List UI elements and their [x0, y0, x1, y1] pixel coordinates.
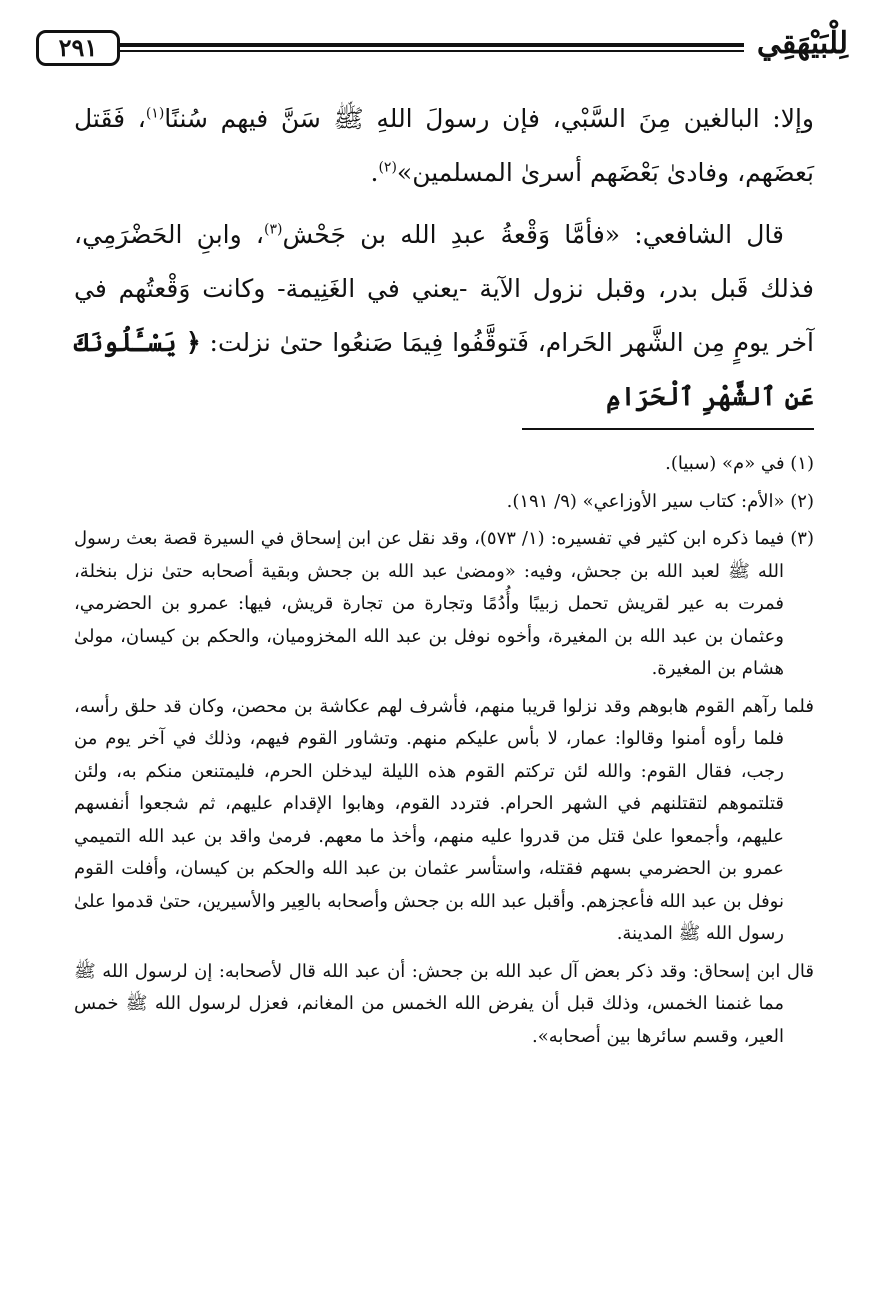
- page-number-box: ٢٩١: [36, 30, 120, 66]
- main-paragraph-1: [74, 92, 814, 200]
- main-p1-text-b: ، فَقَتل بَعضَهم، وفادىٰ بَعْضَهم أسرىٰ المسلمين»: [74, 104, 814, 187]
- footnote-separator: [522, 428, 814, 430]
- footnote-3-continuation-1: فلما رآهم القوم هابوهم وقد نزلوا قريبا منهم، فأشرف لهم عكاشة بن محصن، وكان قد حلق رأسه، فلما رأوه أمنوا وقالوا: عمار، لا بأس عليكم منهم. وتشاور القوم فيهم، وذلك في آخر يوم من رجب، فقال القوم: والله لئن تركتم القوم هذه الليلة ليدخلن الحرم، فليمتنعن منكم به، ولئن قتلتموهم لتقتلنهم في الشهر الحرام. فتردد القوم، وهابوا الإقدام عليهم، ثم شجعوا أنفسهم عليهم، وأجمعوا علىٰ قتل من قدروا عليه منهم، وأخذ ما معهم. فرمىٰ واقد بن عبد الله التميمي عمرو بن الحضرمي بسهم فقتله، واستأسر عثمان بن عبد الله والحكم بن كيسان، وأفلت القوم نوفل بن عبد الله فأعجزهم. وأقبل عبد الله بن جحش وأصحابه بالعِير والأسيرين، حتىٰ قدموا علىٰ رسول الله ﷺ المدينة.: [74, 695, 814, 944]
- footnote-2: (٢) «الأم: كتاب سير الأوزاعي» (٩/ ١٩١).: [506, 490, 814, 512]
- main-text: [74, 92, 814, 432]
- footnote-3: (٣) فيما ذكره ابن كثير في تفسيره: (١/ ٥٧٣)، وقد نقل عن ابن إسحاق في السيرة قصة بعث رسول الله ﷺ لعبد الله بن جحش، وفيه: «ومضىٰ عبد الله بن جحش وبقية أصحابه حتىٰ نزل بنخلة، فمرت به عير لقريش تحمل زبيبًا وأُدُمًا وتجارة من تجارة قريش، فيها: عمرو بن الحضرمي، وعثمان بن عبد الله بن المغيرة، وأخوه نوفل بن عبد الله المخزوميان، والحكم بن كيسان، مولىٰ هشام بن المغيرة.: [74, 528, 814, 679]
- main-p1-text-a: وإلا: البالغين مِنَ السَّبْي، فإن رسولَ اللهِ ﷺ سَنَّ فيهم سُننًا: [164, 104, 815, 133]
- quran-verse: ﴿ يَسْـَٔلُونَكَ عَنِ ٱلشَّهْرِ ٱلْحَرَامِ: [74, 328, 814, 411]
- footnote-1: (١) في «م» (سبيا).: [665, 453, 814, 474]
- header-rule: [120, 43, 744, 52]
- main-p2-text-b: ، وابنِ الحَضْرَمِي، فذلك قَبل بدر، وقبل نزول الآية -يعني في الغَنِيمة- وكانت وَقْعتُهم في آخر يومٍ مِن الشَّهر الحَرام، فَتوقَّفُوا فِيمَا صَنعُوا حتىٰ نزلت:: [74, 220, 814, 357]
- main-p1-text-c: .: [370, 158, 379, 187]
- footnote-ref-3: (٣): [263, 221, 283, 238]
- main-p2-text-a: قال الشافعي: «فأمَّا وَقْعةُ عبدِ الله بن جَحْش: [282, 220, 784, 249]
- footnote-ref-2: (٢): [378, 159, 397, 176]
- footnotes: [74, 448, 814, 1058]
- main-paragraph-2: [74, 208, 814, 424]
- page-header: [36, 28, 848, 78]
- footnote-ref-1: (١): [145, 105, 165, 122]
- running-title: لِلْبَيْهَقِي: [756, 26, 848, 61]
- footnote-3-continuation-2: قال ابن إسحاق: وقد ذكر بعض آل عبد الله بن جحش: أن عبد الله قال لأصحابه: إن لرسول الله ﷺ مما غنمنا الخمس، وذلك قبل أن يفرض الله الخمس من المغانم، فعزل لرسول الله ﷺ خمس العير، وقسم سائرها بين أصحابه».: [74, 960, 814, 1047]
